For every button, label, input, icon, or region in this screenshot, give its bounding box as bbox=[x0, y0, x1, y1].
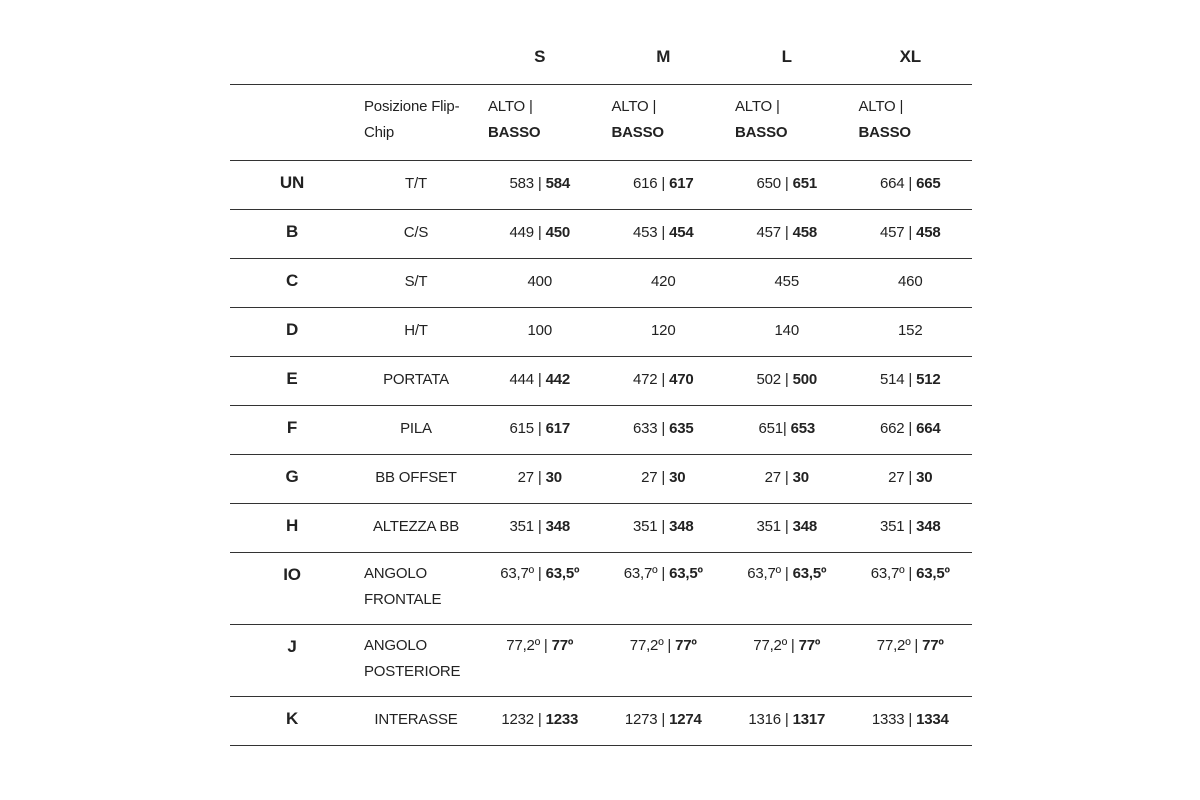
size-value-cell bbox=[478, 357, 602, 406]
basso-value: 454 bbox=[669, 224, 694, 241]
geometry-row bbox=[230, 625, 972, 697]
alto-value: 444 | bbox=[509, 371, 546, 388]
basso-value: 77º bbox=[551, 637, 574, 654]
flip-chip-cell bbox=[725, 85, 849, 161]
basso-value: 30 bbox=[669, 469, 686, 486]
size-value-cell bbox=[849, 504, 973, 553]
alto-value: 420 bbox=[651, 273, 676, 290]
size-value-cell bbox=[725, 455, 849, 504]
alto-value: 460 bbox=[898, 273, 923, 290]
size-value-cell bbox=[849, 455, 973, 504]
flip-chip-label: Posizione Flip-Chip bbox=[364, 98, 460, 141]
size-value-cell bbox=[478, 259, 602, 308]
alto-label: ALTO | bbox=[611, 98, 657, 115]
header-blank bbox=[230, 30, 354, 85]
basso-value: 635 bbox=[669, 420, 694, 437]
alto-value: 77,2º | bbox=[506, 637, 552, 654]
size-header: XL bbox=[849, 30, 973, 85]
basso-value: 63,5º bbox=[669, 565, 703, 582]
size-value-cell bbox=[602, 697, 726, 746]
size-value-cell bbox=[602, 210, 726, 259]
alto-value: 152 bbox=[898, 322, 923, 339]
geometry-row bbox=[230, 357, 972, 406]
measure-label: PILA bbox=[400, 420, 432, 437]
basso-value: 30 bbox=[792, 469, 809, 486]
basso-value: 584 bbox=[545, 175, 570, 192]
size-header: L bbox=[725, 30, 849, 85]
alto-value: 651| bbox=[758, 420, 791, 437]
size-value-cell bbox=[478, 210, 602, 259]
alto-label: ALTO | bbox=[858, 98, 904, 115]
alto-value: 615 | bbox=[509, 420, 546, 437]
size-value-cell bbox=[478, 455, 602, 504]
size-value-cell bbox=[478, 406, 602, 455]
measure-label: T/T bbox=[405, 175, 427, 192]
size-header: S bbox=[478, 30, 602, 85]
alto-value: 100 bbox=[527, 322, 552, 339]
header-blank bbox=[354, 30, 478, 85]
geometry-row bbox=[230, 259, 972, 308]
row-key: E bbox=[286, 369, 298, 388]
size-header-row bbox=[230, 30, 972, 85]
size-value-cell bbox=[849, 697, 973, 746]
alto-value: 351 | bbox=[509, 518, 546, 535]
row-key: D bbox=[285, 320, 299, 339]
basso-value: 348 bbox=[545, 518, 570, 535]
alto-value: 1316 | bbox=[748, 711, 793, 728]
measure-label: C/S bbox=[403, 224, 429, 241]
alto-value: 140 bbox=[774, 322, 799, 339]
basso-value: 63,5º bbox=[545, 565, 580, 582]
geometry-row bbox=[230, 308, 972, 357]
row-key: H bbox=[285, 516, 299, 535]
size-value-cell bbox=[725, 625, 849, 697]
alto-value: 77,2º | bbox=[629, 637, 676, 654]
measure-label: ALTEZZA BB bbox=[372, 518, 460, 535]
basso-value: 442 bbox=[545, 371, 570, 388]
basso-value: 30 bbox=[916, 469, 933, 486]
size-value-cell bbox=[725, 553, 849, 625]
alto-value: 120 bbox=[651, 322, 676, 339]
size-value-cell bbox=[849, 357, 973, 406]
alto-value: 1333 | bbox=[871, 711, 917, 728]
alto-value: 633 | bbox=[633, 420, 670, 437]
geometry-row bbox=[230, 406, 972, 455]
alto-value: 77,2º | bbox=[876, 637, 923, 654]
alto-value: 63,7º | bbox=[500, 565, 546, 582]
basso-value: 63,5º bbox=[792, 565, 827, 582]
basso-label: BASSO bbox=[488, 124, 541, 141]
alto-value: 455 bbox=[774, 273, 799, 290]
basso-value: 348 bbox=[669, 518, 694, 535]
row-key: C bbox=[285, 271, 299, 290]
basso-value: 348 bbox=[792, 518, 817, 535]
geometry-row bbox=[230, 504, 972, 553]
row-key: UN bbox=[279, 173, 305, 192]
size-value-cell bbox=[602, 259, 726, 308]
alto-value: 77,2º | bbox=[753, 637, 799, 654]
alto-value: 27 | bbox=[641, 469, 670, 486]
alto-label: ALTO | bbox=[488, 98, 533, 115]
geometry-table-container bbox=[230, 30, 972, 746]
measure-label: S/T bbox=[404, 273, 428, 290]
size-value-cell bbox=[478, 161, 602, 210]
size-value-cell bbox=[849, 308, 973, 357]
basso-value: 653 bbox=[790, 420, 816, 437]
measure-label: PORTATA bbox=[383, 371, 449, 388]
size-value-cell bbox=[725, 697, 849, 746]
basso-value: 77º bbox=[922, 637, 944, 654]
basso-value: 77º bbox=[675, 637, 697, 654]
size-value-cell bbox=[602, 161, 726, 210]
basso-value: 1334 bbox=[916, 711, 949, 728]
basso-value: 1274 bbox=[669, 711, 702, 728]
alto-value: 351 | bbox=[880, 518, 917, 535]
row-key: B bbox=[285, 222, 299, 241]
alto-value: 453 | bbox=[633, 224, 670, 241]
size-value-cell bbox=[602, 455, 726, 504]
size-value-cell bbox=[602, 504, 726, 553]
flip-chip-cell bbox=[602, 85, 726, 161]
measure-label: H/T bbox=[404, 322, 428, 339]
basso-value: 617 bbox=[545, 420, 570, 437]
geometry-row bbox=[230, 161, 972, 210]
geometry-row bbox=[230, 697, 972, 746]
basso-value: 63,5º bbox=[916, 565, 950, 582]
alto-value: 449 | bbox=[509, 224, 546, 241]
size-value-cell bbox=[849, 553, 973, 625]
alto-value: 27 | bbox=[517, 469, 546, 486]
row-key: IO bbox=[283, 565, 301, 584]
basso-value: 651 bbox=[792, 175, 817, 192]
size-value-cell bbox=[602, 357, 726, 406]
alto-value: 63,7º | bbox=[870, 565, 917, 582]
size-header: M bbox=[602, 30, 726, 85]
blank-cell bbox=[230, 85, 354, 161]
alto-value: 1232 | bbox=[501, 711, 546, 728]
alto-value: 616 | bbox=[633, 175, 670, 192]
flip-chip-cell bbox=[478, 85, 602, 161]
measure-label: BB OFFSET bbox=[375, 469, 457, 486]
flip-chip-row bbox=[230, 85, 972, 161]
alto-value: 650 | bbox=[756, 175, 793, 192]
alto-value: 27 | bbox=[764, 469, 793, 486]
size-value-cell bbox=[478, 697, 602, 746]
basso-value: 450 bbox=[545, 224, 570, 241]
row-key: K bbox=[285, 709, 299, 728]
alto-value: 514 | bbox=[880, 371, 917, 388]
alto-value: 502 | bbox=[756, 371, 793, 388]
size-value-cell bbox=[725, 357, 849, 406]
row-key: F bbox=[286, 418, 298, 437]
alto-value: 664 | bbox=[880, 175, 917, 192]
basso-value: 470 bbox=[669, 371, 694, 388]
basso-value: 512 bbox=[916, 371, 941, 388]
basso-value: 458 bbox=[792, 224, 817, 241]
alto-value: 351 | bbox=[756, 518, 793, 535]
basso-value: 1317 bbox=[792, 711, 826, 728]
size-value-cell bbox=[849, 259, 973, 308]
basso-label: BASSO bbox=[735, 124, 788, 141]
row-key: J bbox=[287, 637, 297, 656]
geometry-row bbox=[230, 210, 972, 259]
size-value-cell bbox=[602, 553, 726, 625]
alto-value: 63,7º | bbox=[747, 565, 793, 582]
basso-value: 458 bbox=[916, 224, 941, 241]
basso-value: 1233 bbox=[545, 711, 579, 728]
geometry-table bbox=[230, 30, 972, 746]
basso-label: BASSO bbox=[611, 124, 664, 141]
measure-label: INTERASSE bbox=[374, 711, 458, 728]
size-value-cell bbox=[849, 210, 973, 259]
alto-value: 27 | bbox=[888, 469, 917, 486]
size-value-cell bbox=[478, 308, 602, 357]
size-value-cell bbox=[725, 161, 849, 210]
size-value-cell bbox=[725, 308, 849, 357]
alto-value: 351 | bbox=[633, 518, 670, 535]
measure-label: ANGOLO FRONTALE bbox=[364, 565, 442, 608]
geometry-row bbox=[230, 455, 972, 504]
size-value-cell bbox=[478, 504, 602, 553]
basso-value: 348 bbox=[916, 518, 941, 535]
basso-label: BASSO bbox=[858, 124, 911, 141]
basso-value: 30 bbox=[545, 469, 562, 486]
size-value-cell bbox=[602, 625, 726, 697]
size-value-cell bbox=[849, 161, 973, 210]
basso-value: 617 bbox=[669, 175, 694, 192]
row-key: G bbox=[285, 467, 299, 486]
alto-value: 583 | bbox=[509, 175, 546, 192]
basso-value: 77º bbox=[798, 637, 821, 654]
size-value-cell bbox=[849, 625, 973, 697]
alto-value: 457 | bbox=[880, 224, 917, 241]
geometry-row bbox=[230, 553, 972, 625]
alto-value: 63,7º | bbox=[623, 565, 670, 582]
alto-value: 662 | bbox=[880, 420, 917, 437]
size-value-cell bbox=[478, 625, 602, 697]
alto-value: 400 bbox=[527, 273, 552, 290]
size-value-cell bbox=[849, 406, 973, 455]
basso-value: 664 bbox=[916, 420, 941, 437]
measure-label: ANGOLO POSTERIORE bbox=[364, 637, 461, 680]
size-value-cell bbox=[725, 406, 849, 455]
alto-label: ALTO | bbox=[735, 98, 780, 115]
flip-chip-cell bbox=[849, 85, 973, 161]
alto-value: 472 | bbox=[633, 371, 670, 388]
size-value-cell bbox=[478, 553, 602, 625]
basso-value: 500 bbox=[792, 371, 817, 388]
size-value-cell bbox=[725, 504, 849, 553]
size-value-cell bbox=[725, 259, 849, 308]
size-value-cell bbox=[725, 210, 849, 259]
alto-value: 1273 | bbox=[624, 711, 670, 728]
size-value-cell bbox=[602, 406, 726, 455]
size-value-cell bbox=[602, 308, 726, 357]
alto-value: 457 | bbox=[756, 224, 793, 241]
basso-value: 665 bbox=[916, 175, 941, 192]
